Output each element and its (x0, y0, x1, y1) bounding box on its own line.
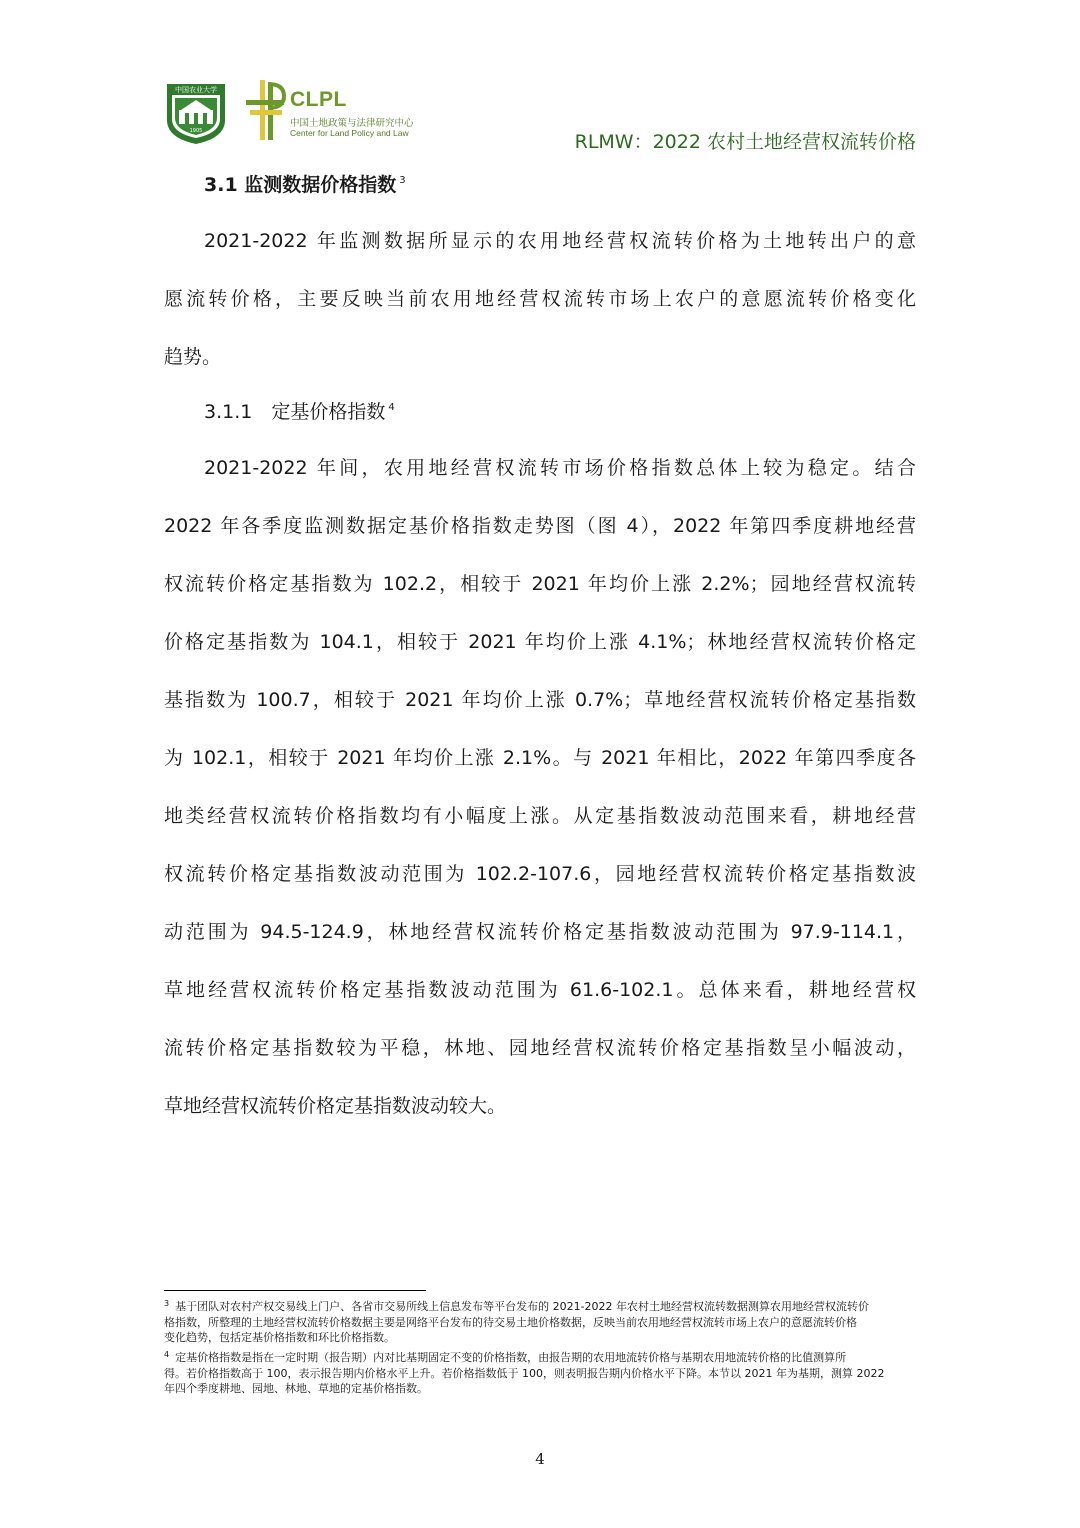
footnote-mark: 3 (164, 1299, 170, 1308)
paragraph-line: 价格定基指数为 104.1，相较于 2021 年均价上涨 4.1%；林地经营权流转价格定 (164, 631, 916, 653)
page-number: 4 (535, 1450, 545, 1468)
paragraph-line: 为 102.1，相较于 2021 年均价上涨 2.1%。与 2021 年相比，2022 年第四季度各 (164, 747, 916, 769)
paragraph-line: 2021-2022 年监测数据所显示的农用地经营权流转价格为土地转出户的意 (204, 230, 916, 252)
footnote-3 (164, 1299, 916, 1345)
paragraph-line: 基指数为 100.7，相较于 2021 年均价上涨 0.7%；草地经营权流转价格定基指数 (164, 689, 916, 711)
paragraph-line: 草地经营权流转价格定基指数波动范围为 61.6-102.1。总体来看，耕地经营权 (164, 979, 916, 1001)
paragraph-line: 草地经营权流转价格定基指数波动较大。 (164, 1095, 507, 1117)
univ-logo-year: 1905 (189, 128, 203, 134)
paragraph-line: 2021-2022 年间，农用地经营权流转市场价格指数总体上较为稳定。结合 (204, 457, 916, 479)
paragraph-line: 地类经营权流转价格指数均有小幅度上涨。从定基指数波动范围来看，耕地经营 (164, 805, 916, 827)
paragraph-line: 2022 年各季度监测数据定基价格指数走势图（图 4），2022 年第四季度耕地经营 (164, 515, 916, 537)
university-logo (163, 80, 229, 146)
paragraph-line: 愿流转价格，主要反映当前农用地经营权流转市场上农户的意愿流转价格变化 (164, 288, 916, 310)
footnote-line: 格指数，所整理的土地经营权流转价格数据主要是网络平台发布的待交易土地价格数据，反映当前农用地经营权流转市场上农户的意愿流转价格 (164, 1316, 857, 1329)
footnote-line: 得。若价格指数高于 100，表示报告期内价格水平上升。若价格指数低于 100，则表明报告期内价格水平下降。本节以 2021 年为基期，测算 2022 (164, 1367, 885, 1380)
clpl-chinese-name: 中国土地政策与法律研究中心 (290, 118, 414, 129)
footnote-4 (164, 1350, 916, 1396)
clpl-name: CLPL (290, 88, 347, 111)
footnote-line: 基于团队对农村产权交易线上门户、各省市交易所线上信息发布等平台发布的 2021-2022 年农村土地经营权流转数据测算农用地经营权流转价 (175, 1300, 870, 1313)
paragraph-line: 权流转价格定基指数为 102.2，相较于 2021 年均价上涨 2.2%；园地经营权流转 (164, 573, 916, 595)
subsection-heading (204, 397, 395, 424)
paragraph-intro (164, 212, 916, 386)
paragraph-index-analysis (164, 439, 916, 1135)
paragraph-line: 流转价格定基指数较为平稳，林地、园地经营权流转价格定基指数呈小幅波动， (164, 1037, 916, 1059)
section-heading (204, 170, 406, 197)
paragraph-line: 权流转价格定基指数波动范围为 102.2-107.6，园地经营权流转价格定基指数波 (164, 863, 916, 885)
running-header-title: RLMW：2022 农村土地经营权流转价格 (574, 131, 916, 153)
subsection-heading-text: 3.1.1 定基价格指数 (204, 401, 386, 423)
paragraph-line: 趋势。 (164, 346, 222, 368)
clpl-emblem-icon (246, 80, 286, 146)
univ-logo-label: 中国农业大学 (175, 86, 217, 94)
footnote-line: 定基价格指数是指在一定时期（报告期）内对比基期固定不变的价格指数，由报告期的农用地流转价格与基期农用地流转价格的比值测算所 (175, 1351, 847, 1364)
clpl-logo (246, 80, 446, 150)
section-heading-text: 3.1 监测数据价格指数 (204, 174, 397, 196)
footnote-mark: 4 (164, 1350, 170, 1359)
paragraph-line: 动范围为 94.5-124.9，林地经营权流转价格定基指数波动范围为 97.9-114.1， (164, 921, 916, 943)
footnote-ref-4[interactable]: 4 (388, 402, 395, 413)
footnote-line: 变化趋势，包括定基价格指数和环比价格指数。 (164, 1331, 395, 1344)
footnote-separator (164, 1290, 426, 1291)
footnote-ref-3[interactable]: 3 (399, 175, 406, 186)
footnote-line: 年四个季度耕地、园地、林地、草地的定基价格指数。 (164, 1382, 428, 1395)
clpl-english-name: Center for Land Policy and Law (290, 128, 409, 138)
